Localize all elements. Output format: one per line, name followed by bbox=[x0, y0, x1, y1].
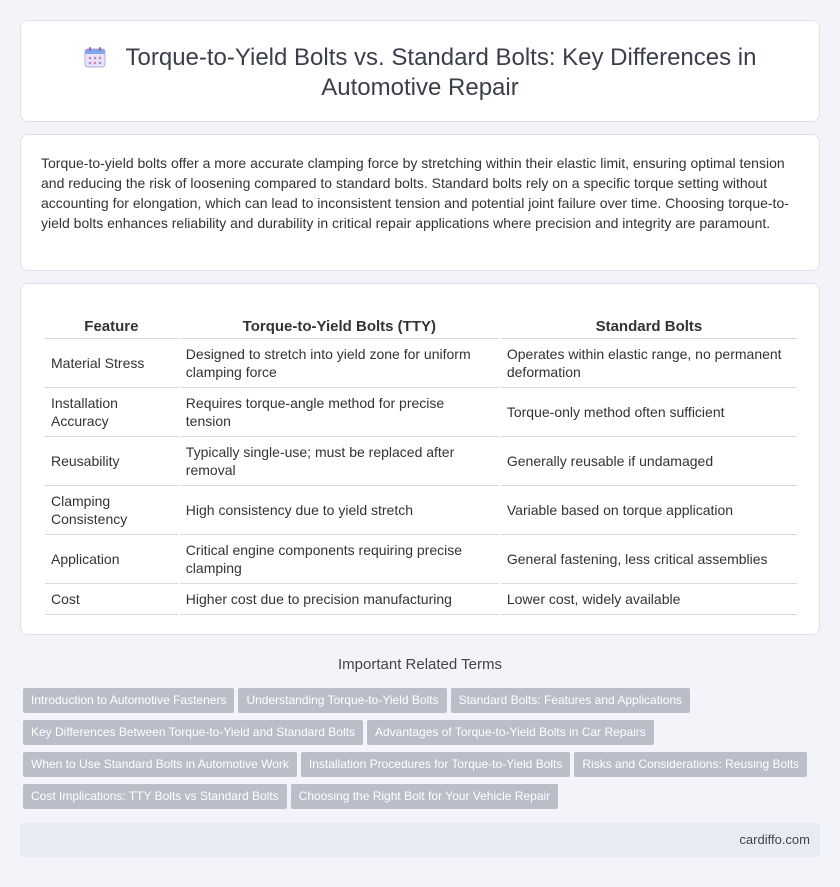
table-header-row bbox=[45, 314, 797, 339]
table-cell-feature: Cost bbox=[45, 584, 178, 615]
tag-row bbox=[23, 688, 823, 720]
table-row bbox=[45, 437, 797, 486]
related-terms-list bbox=[23, 688, 823, 816]
table-cell-tty: Designed to stretch into yield zone for uniform clamping force bbox=[180, 339, 499, 388]
table-header-standard: Standard Bolts bbox=[501, 314, 797, 339]
table-row bbox=[45, 339, 797, 388]
table-row bbox=[45, 486, 797, 535]
related-term-tag[interactable]: Advantages of Torque-to-Yield Bolts in Car Repairs bbox=[367, 720, 654, 745]
footer bbox=[20, 823, 820, 857]
table-cell-tty: Typically single-use; must be replaced after removal bbox=[180, 437, 499, 486]
table-cell-feature: Application bbox=[45, 535, 178, 584]
page-title-text: Torque-to-Yield Bolts vs. Standard Bolts: Key Differences in Automotive Repair bbox=[125, 44, 757, 101]
related-term-tag[interactable]: When to Use Standard Bolts in Automotive Work bbox=[23, 752, 297, 777]
table-cell-standard: Generally reusable if undamaged bbox=[501, 437, 797, 486]
related-terms-heading: Important Related Terms bbox=[338, 656, 502, 673]
table-cell-tty: Critical engine components requiring precise clamping bbox=[180, 535, 499, 584]
table-cell-feature: Reusability bbox=[45, 437, 178, 486]
comparison-table bbox=[43, 314, 799, 615]
table-row bbox=[45, 535, 797, 584]
table-cell-tty: Requires torque-angle method for precise tension bbox=[180, 388, 499, 437]
intro-card bbox=[20, 134, 820, 271]
related-term-tag[interactable]: Understanding Torque-to-Yield Bolts bbox=[238, 688, 446, 713]
tag-row bbox=[23, 784, 823, 816]
table-cell-standard: Torque-only method often sufficient bbox=[501, 388, 797, 437]
table-row bbox=[45, 584, 797, 615]
table-cell-feature: Clamping Consistency bbox=[45, 486, 178, 535]
table-cell-tty: Higher cost due to precision manufacturing bbox=[180, 584, 499, 615]
table-cell-standard: General fastening, less critical assemblies bbox=[501, 535, 797, 584]
table-cell-standard: Operates within elastic range, no permanent deformation bbox=[501, 339, 797, 388]
related-term-tag[interactable]: Key Differences Between Torque-to-Yield and Standard Bolts bbox=[23, 720, 363, 745]
calendar-icon bbox=[84, 46, 106, 68]
footer-site-link[interactable]: cardiffo.com bbox=[739, 832, 810, 847]
comparison-table-card bbox=[20, 283, 820, 635]
related-term-tag[interactable]: Introduction to Automotive Fasteners bbox=[23, 688, 234, 713]
table-cell-feature: Installation Accuracy bbox=[45, 388, 178, 437]
related-term-tag[interactable]: Standard Bolts: Features and Applications bbox=[451, 688, 690, 713]
related-term-tag[interactable]: Installation Procedures for Torque-to-Yield Bolts bbox=[301, 752, 570, 777]
table-header-feature: Feature bbox=[45, 314, 178, 339]
table-cell-standard: Lower cost, widely available bbox=[501, 584, 797, 615]
page-title bbox=[21, 43, 819, 103]
related-term-tag[interactable]: Risks and Considerations: Reusing Bolts bbox=[574, 752, 807, 777]
table-cell-tty: High consistency due to yield stretch bbox=[180, 486, 499, 535]
table-row bbox=[45, 388, 797, 437]
related-term-tag[interactable]: Cost Implications: TTY Bolts vs Standard Bolts bbox=[23, 784, 287, 809]
tag-row bbox=[23, 720, 823, 752]
table-header-tty: Torque-to-Yield Bolts (TTY) bbox=[180, 314, 499, 339]
related-term-tag[interactable]: Choosing the Right Bolt for Your Vehicle Repair bbox=[291, 784, 559, 809]
table-cell-feature: Material Stress bbox=[45, 339, 178, 388]
table-cell-standard: Variable based on torque application bbox=[501, 486, 797, 535]
intro-paragraph: Torque-to-yield bolts offer a more accurate clamping force by stretching within their elastic limit, ensuring optimal tension and reducing the risk of loosening compared to standard bolts. Standard bolts rely on a specific torque setting without accounting for elongation, which can lead to inconsistent tension and potential joint failure over time. Choosing torque-to-yield bolts enhances reliability and durability in critical repair applications where precision and integrity are paramount. bbox=[41, 155, 789, 231]
tag-row bbox=[23, 752, 823, 784]
title-card bbox=[20, 20, 820, 122]
